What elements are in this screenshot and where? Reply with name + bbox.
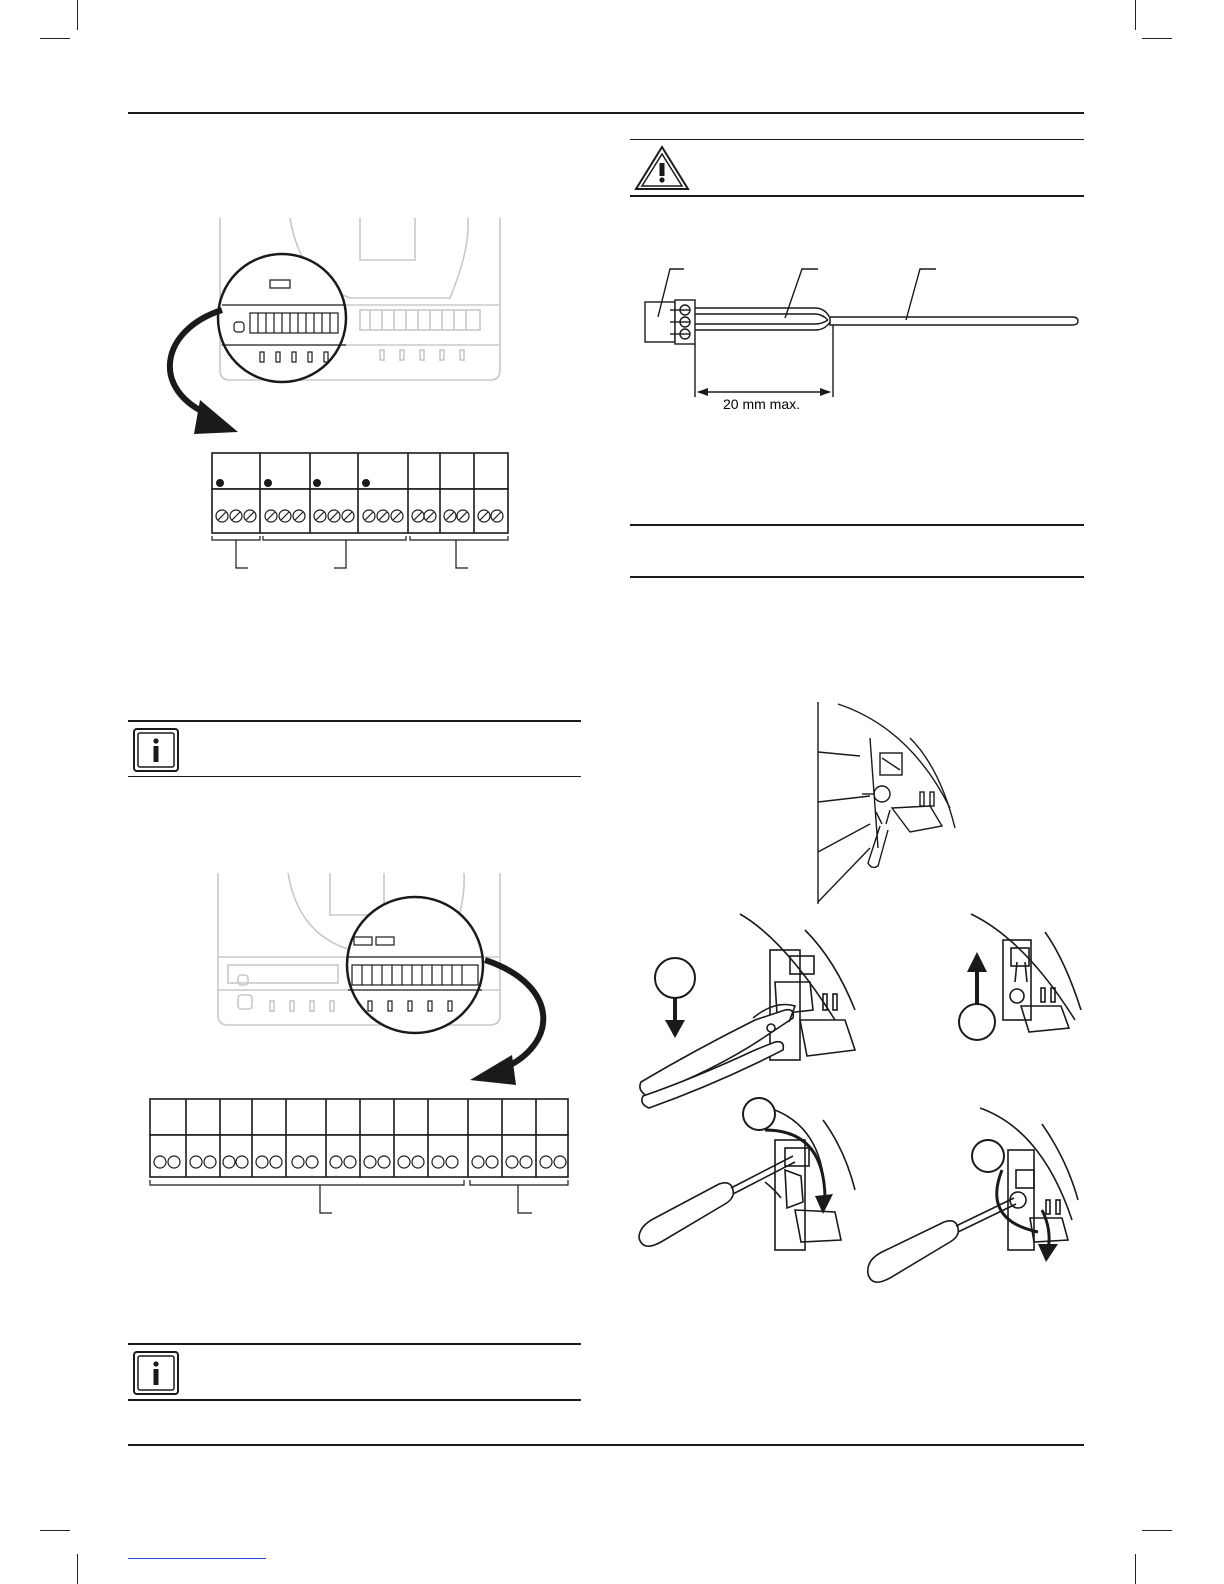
info-note-2-top-rule: [128, 1343, 581, 1345]
warning-top-rule: [630, 139, 1084, 140]
step-screwdriver-figure-1: [635, 1090, 865, 1260]
cable-diagram: [640, 262, 1090, 422]
section-bottom-rule: [630, 576, 1084, 578]
crop-mark-top-right-v: [1135, 0, 1136, 30]
crop-mark-bottom-left-h: [40, 1530, 70, 1531]
dimension-label: 20 mm max.: [723, 396, 801, 412]
step-pliers-figure: [635, 910, 865, 1110]
crop-mark-top-left-v: [77, 0, 78, 30]
info-note-1-top-rule: [128, 720, 581, 722]
header-rule: [128, 112, 1084, 114]
info-icon: [133, 1351, 179, 1395]
terminal-figure-1: [150, 210, 580, 590]
warning-bottom-rule: [630, 195, 1084, 197]
terminal-figure-2: [140, 865, 590, 1225]
warning-triangle-icon: [634, 145, 690, 191]
crop-mark-bottom-right-v: [1135, 1554, 1136, 1584]
section-top-rule: [630, 524, 1084, 526]
step-screwdriver-figure-2: [862, 1100, 1087, 1295]
footer-link-underline[interactable]: [128, 1558, 266, 1559]
crop-mark-top-right-h: [1142, 38, 1172, 39]
step-pull-figure: [945, 910, 1085, 1050]
info-icon: [133, 728, 179, 772]
info-note-2-bottom-rule: [128, 1399, 581, 1401]
crop-mark-bottom-left-v: [77, 1554, 78, 1584]
info-note-1-bottom-rule: [128, 776, 581, 777]
fitting-detail-figure: [810, 698, 970, 908]
footer-rule: [128, 1444, 1084, 1446]
crop-mark-top-left-h: [40, 38, 70, 39]
crop-mark-bottom-right-h: [1142, 1530, 1172, 1531]
